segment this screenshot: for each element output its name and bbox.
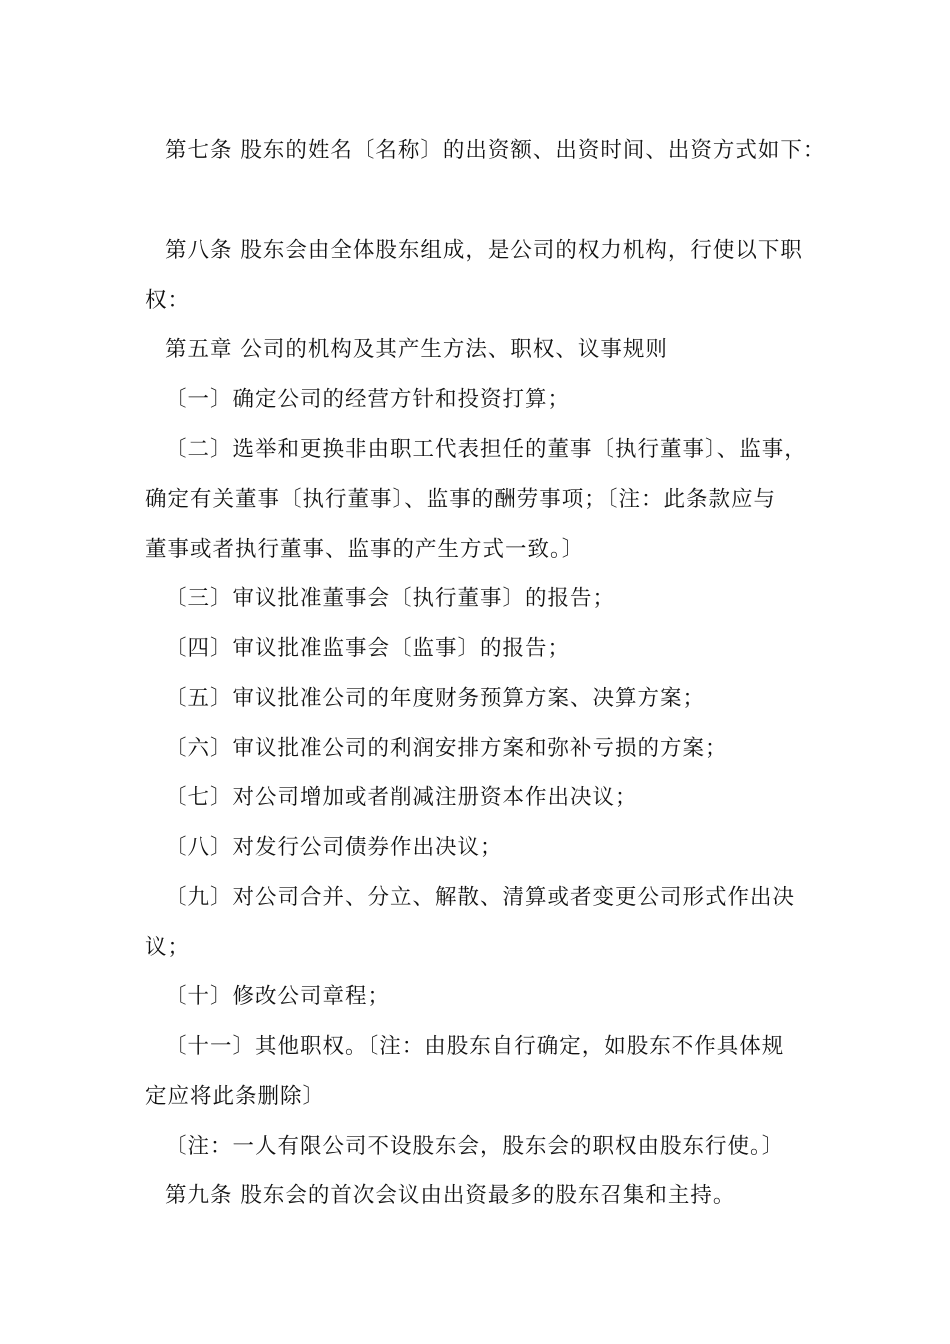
article-8-text-cont: 权：: [145, 288, 191, 313]
article-8-text: 第八条 股东会由全体股东组成，是公司的权力机构，行使以下职: [165, 238, 803, 263]
item-7: 〔七〕对公司增加或者削减注册资本作出决议；: [165, 785, 638, 810]
item-8: 〔八〕对发行公司债券作出决议；: [165, 835, 503, 860]
item-11-cont: 定应将此条删除〕: [145, 1084, 326, 1109]
note-one-person-company: 〔注：一人有限公司不设股东会，股东会的职权由股东行使。〕: [165, 1134, 785, 1159]
item-2-cont-2: 董事或者执行董事、监事的产生方式一致。〕: [145, 537, 585, 562]
item-11: 〔十一〕其他职权。〔注：由股东自行确定，如股东不作具体规: [165, 1034, 785, 1059]
item-9-cont: 议；: [145, 935, 191, 960]
item-9: 〔九〕对公司合并、分立、解散、清算或者变更公司形式作出决: [165, 885, 796, 910]
item-10: 〔十〕修改公司章程；: [165, 984, 391, 1009]
item-2: 〔二〕选举和更换非由职工代表担任的董事〔执行董事〕、监事，: [165, 437, 807, 462]
item-5: 〔五〕审议批准公司的年度财务预算方案、决算方案；: [165, 686, 706, 711]
item-1: 〔一〕确定公司的经营方针和投资打算；: [165, 387, 571, 412]
item-3: 〔三〕审议批准董事会〔执行董事〕的报告；: [165, 586, 616, 611]
item-6: 〔六〕审议批准公司的利润安排方案和弥补亏损的方案；: [165, 736, 728, 761]
chapter-5-heading: 第五章 公司的机构及其产生方法、职权、议事规则: [165, 337, 668, 362]
item-2-cont-1: 确定有关董事〔执行董事〕、监事的酬劳事项；〔注：此条款应与: [145, 487, 777, 512]
article-7-text: 第七条 股东的姓名〔名称〕的出资额、出资时间、出资方式如下：: [165, 138, 826, 163]
article-9-text: 第九条 股东会的首次会议由出资最多的股东召集和主持。: [165, 1183, 736, 1208]
item-4: 〔四〕审议批准监事会〔监事〕的报告；: [165, 636, 571, 661]
